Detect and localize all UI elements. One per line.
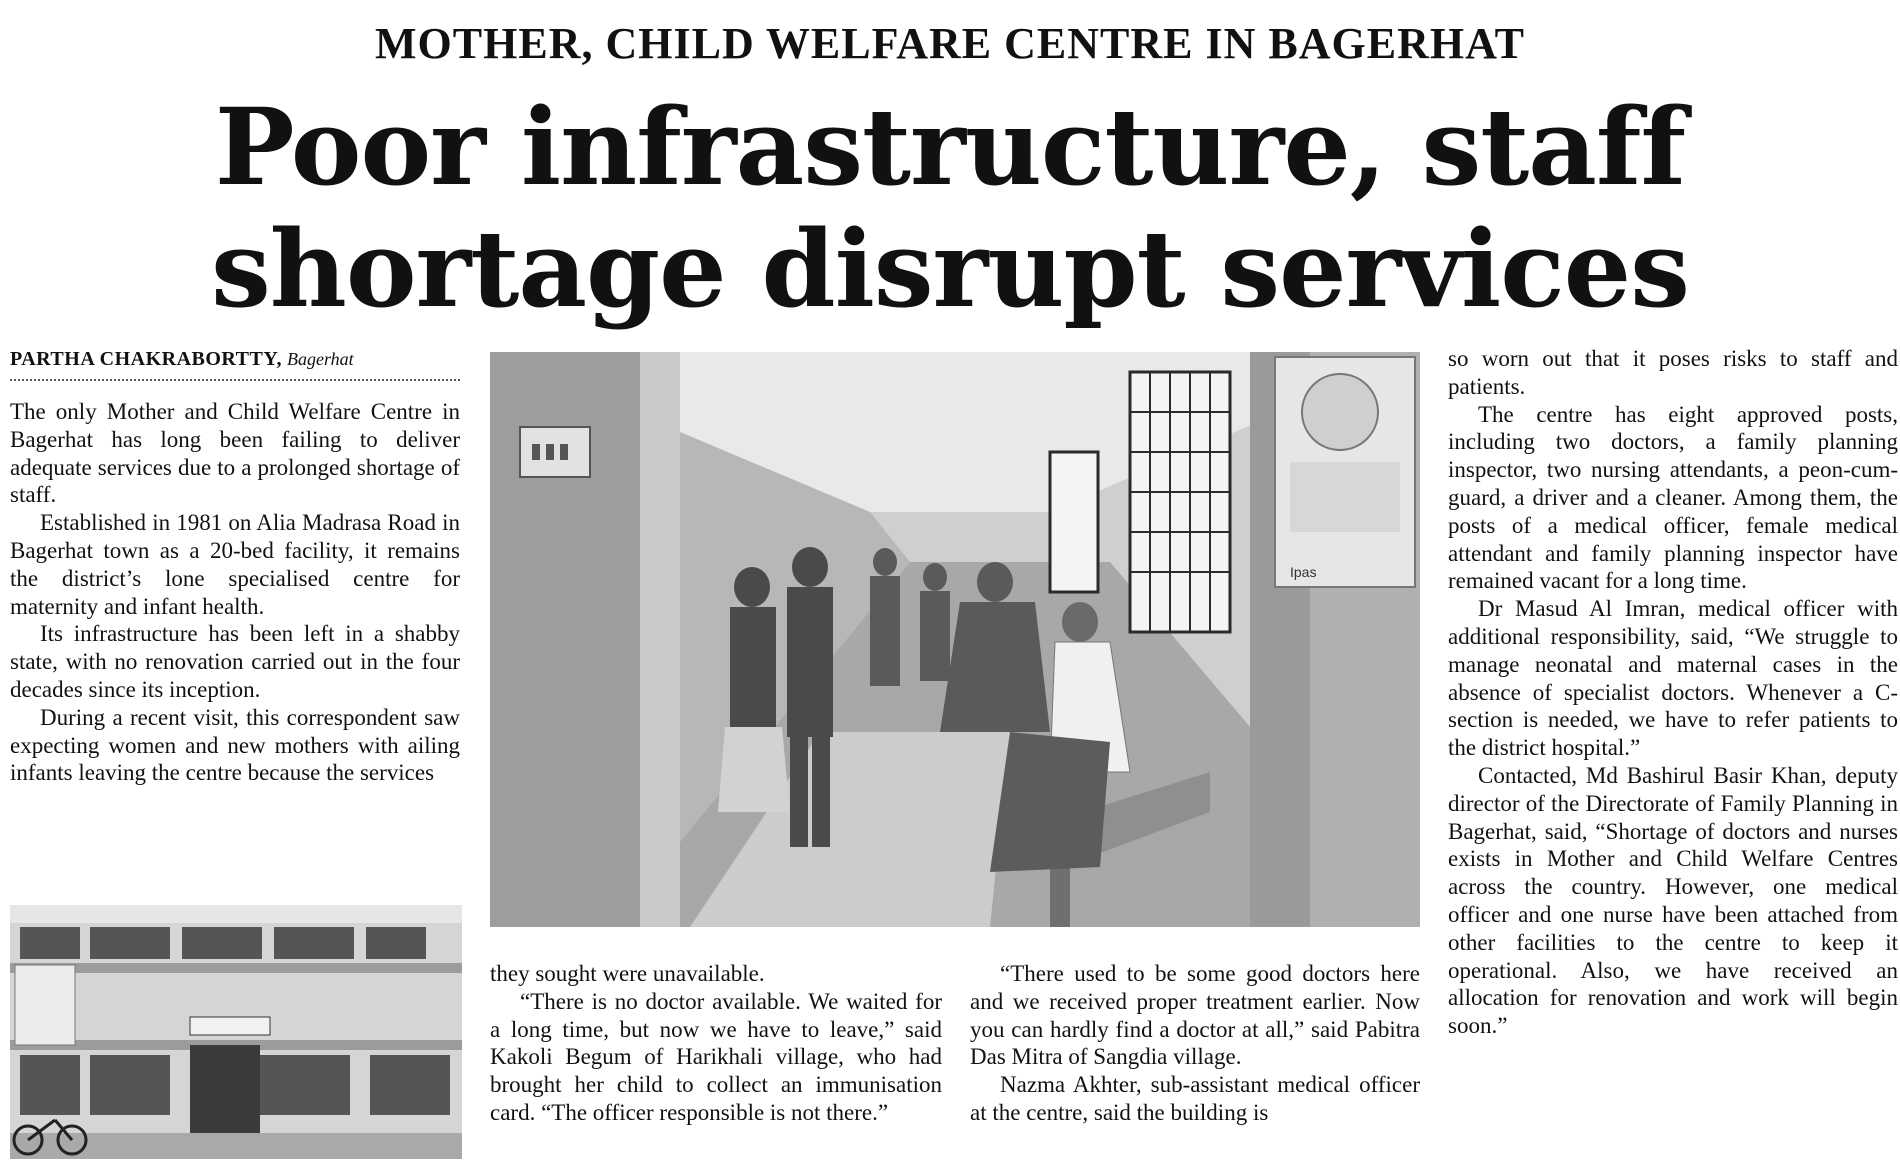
corridor-photo [490,352,1420,927]
byline-location: Bagerhat [286,349,354,369]
paragraph: Contacted, Md Bashirul Basir Khan, deputy director of the Directorate of Family Planning in Bagerhat, said, “Shortage of doctors and nurses exists in Mother and Child Welfare Centres across the country. However, one medical officer and one nurse have been attached from other facilities to the centre to keep it operational. Also, we have received an allocation for renovation and work will begin soon.” [1448,762,1898,1039]
paragraph: Its infrastructure has been left in a shabby state, with no renovation carried out in the four decades since its inception. [10,621,460,702]
poster-brand: Ipas [1290,564,1317,580]
paragraph: “There is no doctor available. We waited for a long time, but now we have to leave,” said Kakoli Begum of Harikhali village, who had brought her child to collect an immunisation card. “The officer responsible is not there.” [490,988,942,1125]
headline [0,86,1900,330]
byline [10,348,460,381]
paragraph: Established in 1981 on Alia Madrasa Road in Bagerhat town as a 20-bed facility, it remains the district’s lone specialised centre for maternity and infant health. [10,510,460,619]
article-column-4 [1448,345,1898,1040]
paragraph: they sought were unavailable. [490,961,765,986]
paragraph: The only Mother and Child Welfare Centre in Bagerhat has long been failing to deliver adequate services due to a prolonged shortage of staff. [10,399,460,508]
article-column-1 [10,398,460,787]
kicker: MOTHER, CHILD WELFARE CENTRE IN BAGERHAT [375,19,1525,68]
byline-author: PARTHA CHAKRABORTTY, [10,348,282,370]
building-photo [10,905,462,1159]
headline-line-1: Poor infrastructure, staff [214,84,1686,209]
article-column-2 [490,960,942,1127]
article-column-3 [970,960,1420,1127]
paragraph: Nazma Akhter, sub-assistant medical officer at the centre, said the building is [970,1072,1420,1125]
paragraph: The centre has eight approved posts, including two doctors, a family planning inspector, two nursing attendants, a peon-cum-guard, a driver and a cleaner. Among them, the posts of a medical officer, female medical attendant and family planning inspector have remained vacant for a long time. [1448,401,1898,594]
paragraph: Dr Masud Al Imran, medical officer with additional responsibility, said, “We struggle to manage neonatal and maternal cases in the absence of specialist doctors. Whenever a C-section is needed, we have to refer patients to the district hospital.” [1448,596,1898,761]
paragraph: During a recent visit, this correspondent saw expecting women and new mothers with ailing infants leaving the centre because the services [10,704,460,786]
paragraph: “There used to be some good doctors here and we received proper treatment earlier. Now you can hardly find a doctor at all,” said Pabitra Das Mitra of Sangdia village. [970,961,1420,1070]
headline-line-2: shortage disrupt services [211,206,1689,331]
paragraph: so worn out that it poses risks to staff and patients. [1448,346,1898,399]
